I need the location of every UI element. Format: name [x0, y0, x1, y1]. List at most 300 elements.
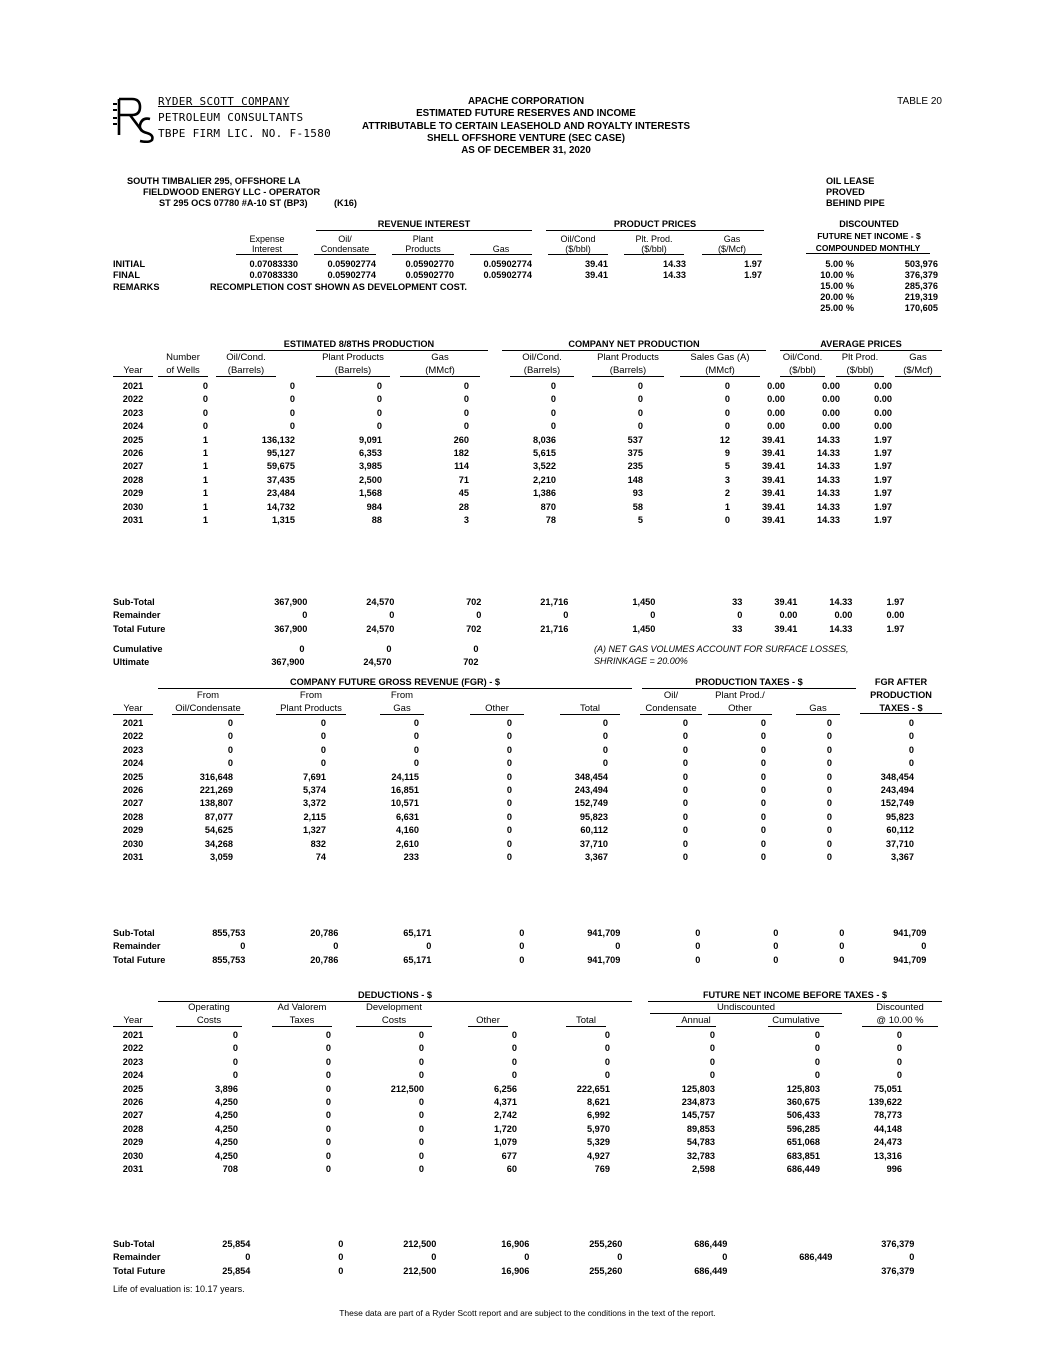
deduction-row-cell: 4,250 [215, 1150, 238, 1161]
discount-rate: 5.00 % [825, 259, 854, 269]
group-gross-revenue: COMPANY FUTURE GROSS REVENUE (FGR) - $ [158, 676, 632, 689]
production-row-cell: 88 [371, 515, 382, 526]
deduction-row-cell: 60 [506, 1164, 517, 1175]
production-row-cell: 59,675 [266, 461, 295, 472]
column-header: Plant Products [276, 703, 346, 715]
production-total-row-cell: 33 [732, 597, 743, 607]
deduction-row-cell: 8,621 [587, 1097, 610, 1108]
revenue-row-cell: 0 [760, 825, 766, 836]
deduction-row-cell: 2022 [122, 1043, 144, 1054]
deduction-row-cell: 222,651 [576, 1083, 610, 1094]
production-row-cell: 1,386 [533, 488, 556, 499]
production-total-row-cell: 0 [563, 610, 569, 621]
deduction-row-cell: 4,250 [215, 1137, 238, 1148]
production-total-row-cell [165, 596, 220, 609]
deduction-row [113, 1069, 902, 1082]
column-header: (MMcf) [400, 365, 480, 377]
column-header: Ad Valorem [277, 1002, 327, 1013]
revenue-total-row-cell: 0 [839, 941, 845, 952]
production-row-cell: 37,435 [266, 474, 295, 485]
interest-cell-oilp: 39.41 [585, 270, 608, 280]
logo-license: TBPE FIRM LIC. NO. F-1580 [158, 127, 332, 140]
production-row-cell: 0.00 [822, 421, 840, 432]
deduction-row-cell: 596,285 [786, 1123, 820, 1134]
revenue-row-cell: 2028 [122, 811, 144, 822]
deduction-row-cell: 0 [418, 1150, 424, 1161]
column-header: Other [468, 1015, 508, 1027]
deduction-row [113, 1029, 902, 1042]
revenue-row-cell: 0 [682, 838, 688, 849]
revenue-row-cell: 0 [908, 758, 914, 769]
group-revenue-interest: REVENUE INTEREST [316, 218, 532, 231]
column-header: Sales Gas (A) [690, 352, 750, 363]
revenue-row-cell: 0 [826, 771, 832, 782]
production-row-cell: 148 [627, 474, 643, 485]
revenue-total-row-cell: 0 [333, 941, 339, 952]
fgr-taxes-label: TAXES - $ [860, 703, 942, 714]
production-row-cell: 0 [202, 407, 208, 418]
production-row-cell: 1 [724, 501, 730, 512]
deduction-row-cell: 2028 [122, 1123, 144, 1134]
deduction-row-cell: 0 [511, 1056, 517, 1067]
deduction-row-cell: 1,079 [494, 1137, 517, 1148]
deduction-row-cell: 4,927 [587, 1150, 610, 1161]
production-row-cell: 0 [724, 394, 730, 405]
interest-cell-pltp: 14.33 [663, 259, 686, 269]
revenue-row-cell: 0 [227, 758, 233, 769]
title-line: ESTIMATED FUTURE RESERVES AND INCOME [416, 108, 636, 120]
deduction-row-cell: 2025 [122, 1083, 144, 1094]
production-row-cell: 0.00 [767, 421, 785, 432]
revenue-row [113, 838, 914, 851]
production-row-cell: 537 [627, 434, 643, 445]
column-header: Costs [176, 1015, 242, 1027]
well-code: (K16) [334, 198, 357, 208]
deduction-row-cell: 2029 [122, 1137, 144, 1148]
revenue-row-cell: 2029 [122, 825, 144, 836]
revenue-total-row-cell: 0 [839, 954, 845, 965]
production-row-cell: 0.00 [822, 407, 840, 418]
deduction-row-cell: 2026 [122, 1097, 144, 1108]
production-total-row-cell: 33 [732, 623, 743, 634]
revenue-row-cell: 0 [506, 771, 512, 782]
column-header: (MMcf) [680, 365, 760, 377]
column-header: From [299, 690, 323, 701]
revenue-row-cell: 0 [908, 731, 914, 742]
production-cum-row [113, 656, 479, 669]
production-row-cell: 0 [289, 407, 295, 418]
production-row-cell: 0 [289, 421, 295, 432]
deduction-row-cell: 2024 [122, 1070, 144, 1081]
revenue-row-cell: 0 [760, 718, 766, 728]
column-header: Other [470, 703, 524, 715]
deduction-total-row-cell: 25,854 [222, 1239, 251, 1249]
revenue-row-cell: 0 [826, 798, 832, 809]
deduction-row-cell: 125,803 [681, 1083, 715, 1094]
revenue-row-cell: 0 [826, 731, 832, 742]
revenue-row-cell: 0 [602, 718, 608, 728]
revenue-row-cell: 0 [760, 731, 766, 742]
revenue-row-cell: 6,631 [396, 811, 419, 822]
production-cum-row-cell: 24,570 [363, 657, 392, 668]
production-row-cell: 3,985 [359, 461, 382, 472]
deduction-row-cell: 24,473 [873, 1137, 902, 1148]
production-row-cell: 45 [458, 488, 469, 499]
column-header: Development [366, 1002, 422, 1013]
revenue-row-cell: 0 [506, 798, 512, 809]
production-row [113, 501, 892, 514]
revenue-total-row-cell: 0 [695, 941, 701, 952]
deduction-row-cell: 13,316 [873, 1150, 902, 1161]
production-cum-row-cell [163, 643, 218, 656]
revenue-total-row-cell: 0 [773, 954, 779, 965]
revenue-totals [113, 927, 926, 967]
revenue-row-cell: 0 [760, 798, 766, 809]
deduction-row-cell: 54,783 [686, 1137, 715, 1148]
deduction-row-cell: 6,256 [494, 1083, 517, 1094]
revenue-row-cell: 0 [760, 758, 766, 769]
revenue-row [113, 757, 914, 770]
revenue-row-cell: 2030 [122, 838, 144, 849]
production-row-cell: 28 [458, 501, 469, 512]
column-header: Total [566, 1015, 606, 1027]
production-total-row-cell: 21,716 [540, 623, 569, 634]
deduction-total-row-cell: 16,906 [501, 1239, 530, 1249]
column-header: Oil/ [663, 690, 679, 701]
deduction-row-cell: 0 [325, 1070, 331, 1081]
production-total-row-cell: 21,716 [540, 597, 569, 607]
deduction-row-cell: 0 [232, 1043, 238, 1054]
discounted-label: DISCOUNTED [839, 219, 899, 229]
revenue-total-row-cell: 941,709 [587, 954, 621, 965]
report-title [330, 96, 722, 157]
revenue-row-cell: 138,807 [199, 798, 233, 809]
deduction-row-cell: 651,068 [786, 1137, 820, 1148]
deduction-row-cell: 0 [814, 1030, 820, 1040]
production-row-cell: 95,127 [266, 448, 295, 459]
deduction-total-row-cell: 0 [431, 1252, 437, 1263]
revenue-total-row-cell: Sub-Total [113, 928, 155, 938]
revenue-total-row-cell: 855,753 [212, 954, 246, 965]
revenue-row-cell: 348,454 [574, 771, 608, 782]
production-row-cell: 5 [637, 515, 643, 526]
column-header: ($/Mcf) [895, 365, 941, 377]
column-header: Operating [188, 1002, 230, 1013]
rs-monogram-icon [112, 95, 156, 143]
revenue-row-cell: 0 [413, 718, 419, 728]
revenue-row-cell: 4,160 [396, 825, 419, 836]
production-row-cell: 0 [550, 421, 556, 432]
deduction-row-cell: 0 [325, 1164, 331, 1175]
production-cum-row-cell: 0 [473, 644, 479, 654]
column-header: Year [113, 1015, 153, 1027]
deduction-row-cell: 0 [325, 1110, 331, 1121]
column-header: Year [113, 365, 153, 377]
production-cum-row-cell: 0 [299, 644, 305, 654]
deduction-row-cell: 769 [594, 1164, 610, 1175]
column-header: ($/bbl) [836, 365, 884, 377]
revenue-row-cell: 233 [403, 852, 419, 863]
production-total-row-cell: 0 [476, 610, 482, 621]
production-row-cell: 0 [637, 381, 643, 391]
production-row-cell: 870 [540, 501, 556, 512]
production-row-cell: 0 [376, 421, 382, 432]
production-row [113, 380, 892, 393]
production-row-cell: 14.33 [817, 501, 840, 512]
revenue-row-cell: 152,749 [880, 798, 914, 809]
production-row-cell: 1,568 [359, 488, 382, 499]
interest-cell-gasp: 1.97 [744, 259, 762, 269]
production-row-cell: 2 [724, 488, 730, 499]
col-gas: Gas [470, 244, 532, 255]
deduction-total-row-cell: 0 [338, 1265, 344, 1276]
deduction-row [113, 1150, 902, 1163]
production-row-cell: 2024 [122, 421, 144, 432]
deduction-total-row-cell [727, 1265, 832, 1278]
discount-value: 285,376 [904, 281, 938, 291]
production-row-cell: 0.00 [822, 381, 840, 391]
revenue-row-cell: 3,372 [303, 798, 326, 809]
revenue-row-cell: 0 [682, 771, 688, 782]
revenue-row-cell: 2,115 [303, 811, 326, 822]
table-number: TABLE 20 [897, 96, 942, 107]
production-row-cell: 1.97 [874, 434, 892, 445]
deduction-row-cell: 0 [418, 1030, 424, 1040]
property-line: SOUTH TIMBALIER 295, OFFSHORE LA [127, 176, 301, 186]
revenue-row-cell: 3,367 [585, 852, 608, 863]
production-row-cell: 12 [719, 434, 730, 445]
production-row-cell: 5 [724, 461, 730, 472]
production-row-cell: 1.97 [874, 501, 892, 512]
deduction-row-cell: 4,371 [494, 1097, 517, 1108]
revenue-row [113, 811, 914, 824]
production-row-cell: 39.41 [762, 448, 785, 459]
fgr-after-label: FGR AFTER [874, 677, 928, 687]
discount-value: 170,605 [904, 303, 938, 313]
deduction-row-cell: 4,250 [215, 1123, 238, 1134]
production-row-cell: 39.41 [762, 434, 785, 445]
revenue-row-cell: 5,374 [303, 785, 326, 796]
production-row-cell: 114 [454, 461, 469, 472]
column-header: Plant Products [597, 352, 659, 363]
revenue-row-cell: 0 [826, 744, 832, 755]
production-total-row-cell: 367,900 [274, 623, 308, 634]
revenue-row-cell: 152,749 [574, 798, 608, 809]
revenue-total-row-cell: 855,753 [212, 928, 246, 938]
revenue-total-row [113, 940, 926, 953]
group-product-prices: PRODUCT PRICES [546, 218, 764, 231]
production-total-row-cell: 39.41 [774, 623, 798, 634]
column-header: Taxes [272, 1015, 332, 1027]
deduction-total-row-cell: 0 [909, 1252, 915, 1263]
deduction-row-cell: 0 [325, 1123, 331, 1134]
production-row-cell: 0 [463, 394, 469, 405]
revenue-row [113, 717, 914, 730]
deduction-row-cell: 4,250 [215, 1110, 238, 1121]
production-row-cell: 1 [202, 515, 208, 526]
undiscounted-label: Undiscounted [650, 1002, 842, 1014]
production-total-row-cell: 367,900 [274, 597, 308, 607]
column-header: Plant Prod./ [715, 690, 765, 701]
revenue-row-cell: 7,691 [303, 771, 326, 782]
deduction-row-cell: 0 [709, 1070, 715, 1081]
revenue-row [113, 784, 914, 797]
group-average-prices: AVERAGE PRICES [780, 338, 942, 351]
discount-rate: 20.00 % [820, 292, 854, 302]
production-row-cell: 14.33 [817, 448, 840, 459]
deduction-total-row-cell: 0 [245, 1252, 251, 1263]
col-plant-price: Plt. Prod. ($/bbl) [624, 234, 684, 255]
revenue-row-cell: 87,077 [204, 811, 233, 822]
revenue-row-cell: 0 [413, 758, 419, 769]
production-row-cell: 9 [724, 448, 730, 459]
revenue-row-cell: 74 [315, 852, 326, 863]
fni-label: FUTURE NET INCOME - $ [817, 231, 921, 241]
deduction-row-cell: 0 [709, 1056, 715, 1067]
revenue-row-cell: 0 [760, 744, 766, 755]
deduction-total-row-cell: 376,379 [881, 1239, 915, 1249]
column-header: Oil/Cond. [782, 352, 823, 363]
production-row [113, 434, 892, 447]
revenue-row-cell: 0 [682, 825, 688, 836]
deduction-row-cell: 0 [814, 1043, 820, 1054]
group-deductions: DEDUCTIONS - $ [158, 989, 632, 1002]
production-total-row-cell: 1,450 [632, 623, 656, 634]
production-row-cell: 0 [463, 381, 469, 391]
deduction-row-cell: 2030 [122, 1150, 144, 1161]
deduction-row-cell: 78,773 [873, 1110, 902, 1121]
revenue-total-row-cell: 0 [426, 941, 432, 952]
column-header: (Barrels) [510, 365, 574, 377]
column-header: (Barrels) [216, 365, 276, 377]
revenue-row [113, 797, 914, 810]
col-plant-products: Plant Products [392, 234, 454, 255]
production-row-cell: 0 [724, 407, 730, 418]
deduction-total-row-cell [727, 1238, 832, 1251]
revenue-row-cell: 0 [760, 852, 766, 863]
production-row-cell: 2022 [122, 394, 144, 405]
deduction-row-cell: 0 [418, 1110, 424, 1121]
column-header: Gas [796, 703, 840, 715]
production-total-row-cell: Total Future [113, 623, 166, 634]
revenue-row-cell: 0 [682, 785, 688, 796]
revenue-row [113, 744, 914, 757]
revenue-row-cell: 2023 [122, 744, 144, 755]
deduction-row-cell: 0 [325, 1097, 331, 1108]
discount-value: 376,379 [904, 270, 938, 280]
revenue-row-cell: 0 [682, 731, 688, 742]
deduction-total-row-cell: 0 [338, 1239, 344, 1249]
deduction-row-cell: 0 [814, 1070, 820, 1081]
column-header: Condensate [640, 703, 702, 715]
revenue-row-cell: 10,571 [390, 798, 419, 809]
col-oil-condensate: Oil/ Condensate [314, 234, 376, 255]
revenue-row-cell: 2022 [122, 731, 144, 742]
revenue-row-cell: 2026 [122, 785, 144, 796]
production-row-cell: 0 [550, 407, 556, 418]
production-row-cell: 93 [632, 488, 643, 499]
revenue-row-cell: 0 [826, 852, 832, 863]
revenue-table [113, 717, 914, 864]
production-row-cell: 0 [550, 381, 556, 391]
column-header: Costs [356, 1015, 432, 1027]
operator-line: FIELDWOOD ENERGY LLC - OPERATOR [143, 187, 321, 197]
col-gas-price: Gas ($/Mcf) [702, 234, 762, 255]
remarks-text: RECOMPLETION COST SHOWN AS DEVELOPMENT COST. [210, 282, 467, 292]
revenue-row-cell: 0 [602, 744, 608, 755]
revenue-row-cell: 0 [506, 838, 512, 849]
production-row-cell: 1.97 [874, 515, 892, 526]
deduction-totals [113, 1238, 914, 1278]
revenue-total-row-cell: 0 [695, 954, 701, 965]
production-total-row-cell: 702 [466, 623, 482, 634]
production-row-cell: 14.33 [817, 515, 840, 526]
production-total-row [113, 596, 904, 609]
interest-cell-plant: 0.05902770 [405, 259, 454, 269]
disclaimer: These data are part of a Ryder Scott report and are subject to the conditions in the text of the report. [339, 1308, 716, 1318]
deduction-row-cell: 139,622 [868, 1097, 902, 1108]
production-row-cell: 0.00 [822, 394, 840, 405]
production-row-cell: 2023 [122, 407, 144, 418]
revenue-row-cell: 0 [602, 731, 608, 742]
revenue-row-cell: 0 [682, 798, 688, 809]
deduction-row [113, 1123, 902, 1136]
production-total-row-cell: 1.97 [886, 623, 905, 634]
column-header: Plant Products [322, 352, 384, 363]
interest-cell-exp: 0.07083330 [249, 259, 298, 269]
column-header: @ 10.00 % [862, 1015, 938, 1027]
production-row-cell: 5,615 [533, 448, 556, 459]
revenue-total-row-cell: 0 [695, 928, 701, 938]
revenue-row-cell: 0 [760, 838, 766, 849]
revenue-total-row-cell: 0 [773, 941, 779, 952]
production-row-cell: 3,522 [533, 461, 556, 472]
production-cumulative [113, 643, 479, 670]
revenue-row-cell: 316,648 [199, 771, 233, 782]
production-row-cell: 2,500 [359, 474, 382, 485]
production-total-row-cell: 14.33 [829, 597, 853, 607]
production-cum-row-cell: 0 [386, 644, 392, 654]
production-row-cell: 235 [627, 461, 643, 472]
column-header: From [390, 690, 414, 701]
revenue-row-cell: 0 [320, 758, 326, 769]
deduction-row-cell: 0 [232, 1056, 238, 1067]
interest-cell-plant: 0.05902770 [405, 270, 454, 280]
production-row-cell: 1,315 [272, 515, 295, 526]
deduction-row-cell: 360,675 [786, 1097, 820, 1108]
production-row-cell: 14.33 [817, 461, 840, 472]
revenue-row-cell: 2021 [122, 718, 144, 728]
revenue-row-cell: 0 [682, 852, 688, 863]
revenue-row-cell: 0 [760, 811, 766, 822]
deduction-row [113, 1136, 902, 1149]
production-row [113, 514, 892, 527]
revenue-row-cell: 243,494 [880, 785, 914, 796]
deduction-row-cell: 0 [325, 1056, 331, 1067]
deduction-row [113, 1163, 902, 1176]
deduction-total-row-cell: 255,260 [589, 1265, 623, 1276]
production-row [113, 460, 892, 473]
deduction-row [113, 1056, 902, 1069]
production-total-row-cell [165, 609, 220, 622]
production-total-row-cell: 0.00 [834, 610, 853, 621]
production-cum-row-cell [163, 656, 218, 669]
column-header: Discounted [876, 1002, 924, 1013]
deduction-total-row [113, 1251, 914, 1264]
revenue-row-cell: 0 [826, 785, 832, 796]
revenue-total-row [113, 954, 926, 967]
revenue-row-cell: 0 [506, 758, 512, 769]
